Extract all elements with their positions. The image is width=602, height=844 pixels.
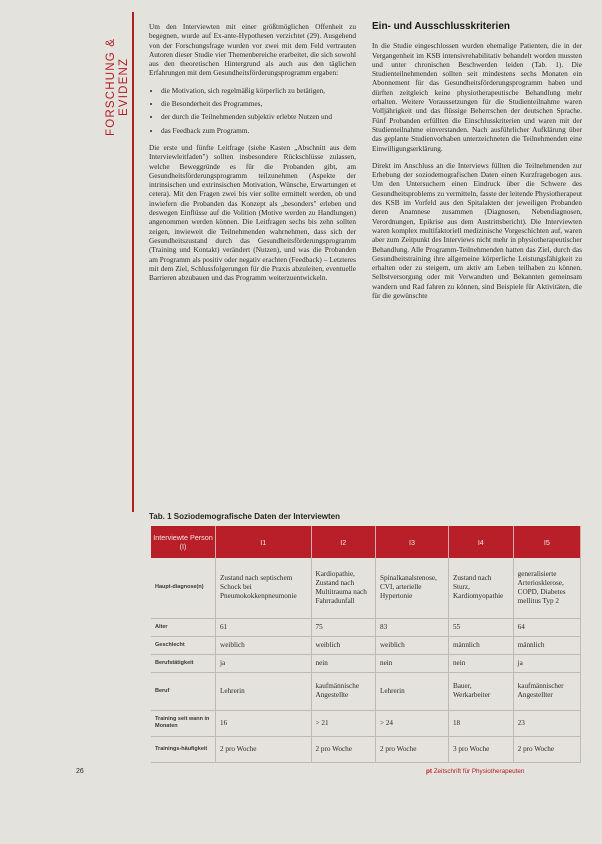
row-label: Training seit wann in Monaten: [151, 710, 216, 736]
row-label: Beruf: [151, 672, 216, 710]
table-cell: 2 pro Woche: [375, 736, 448, 762]
column-header: I3: [375, 526, 448, 558]
table-cell: 2 pro Woche: [311, 736, 375, 762]
section-heading: Ein- und Ausschlusskriterien: [372, 21, 510, 32]
list-item: • der durch die Teilnehmenden subjektiv erlebte Nutzen und: [161, 112, 356, 121]
table-cell: nein: [448, 654, 513, 672]
accent-rule: [132, 12, 134, 512]
table-cell: Kardiopathie, Zustand nach Multitrauma nach Fahrradunfall: [311, 558, 375, 618]
table-cell: Lehrerin: [375, 672, 448, 710]
topic-list: [149, 86, 356, 135]
table-cell: männlich: [448, 636, 513, 654]
column-header: I2: [311, 526, 375, 558]
paragraph: Direkt im Anschluss an die Interviews füllten die Teilnehmenden zur Erhebung der soziodemografischen Daten einen Kurzfragebogen aus. Um den Untersuchern einen Eindruck über die Schwere des Gesundheitsproblems zu vermitteln, fasste der leitende Physiotherapeut des KSB im Vorfeld aus den Spitalakten der jeweiligen Probanden deren Anamnese zusammen (Diagnosen, Nebendiagnosen, Verordnungen, Epikrise aus dem Austrittsbericht). Die Interviewten waren komplex multifaktoriell medizinische Vorgeschichten auf, waren aber zum Zeitpunkt des Interviews nicht mehr in physiotherapeutischer Behandlung. Alle Programm-Teilnehmenden hatten das Ziel, durch das Gesundheitstraining ihre allgemeine körperliche Leistungsfähigkeit zu erhalten oder zu steigern, um aktiv am Leben teilhaben zu können. Selbstversorgung oder mit Verwandten und Bekannten gemeinsam wandern und Rad fahren zu können, sind Beispiele für Aktivitäten, die für die gewünschte: [372, 160, 582, 301]
table-cell: Bauer, Werkarbeiter: [448, 672, 513, 710]
table-cell: 61: [216, 618, 312, 636]
table-row: [151, 558, 581, 618]
table-cell: weiblich: [375, 636, 448, 654]
table-cell: ja: [513, 654, 580, 672]
list-item: • die Motivation, sich regelmäßig körperlich zu betätigen,: [161, 86, 356, 95]
column-header: I4: [448, 526, 513, 558]
table-cell: kaufmännische Angestellte: [311, 672, 375, 710]
journal-prefix: pt: [426, 768, 432, 775]
table-cell: nein: [375, 654, 448, 672]
table-cell: männlich: [513, 636, 580, 654]
row-label: Alter: [151, 618, 216, 636]
table-cell: ja: [216, 654, 312, 672]
table-cell: Lehrerin: [216, 672, 312, 710]
table-cell: > 21: [311, 710, 375, 736]
table-cell: 2 pro Woche: [216, 736, 312, 762]
section-label: [104, 18, 130, 138]
table-row: [151, 618, 581, 636]
table-row: [151, 710, 581, 736]
row-label: Trainings-häufigkeit: [151, 736, 216, 762]
table-cell: 83: [375, 618, 448, 636]
table-caption: Tab. 1 Soziodemografische Daten der Interviewten: [149, 512, 341, 521]
table-cell: nein: [311, 654, 375, 672]
table-cell: generalisierte Arteriosklerose, COPD, Diabetes mellitus Typ 2: [513, 558, 580, 618]
column-header: I5: [513, 526, 580, 558]
table-row: [151, 736, 581, 762]
table-cell: 18: [448, 710, 513, 736]
table-cell: Zustand nach Sturz, Kardiomyopathie: [448, 558, 513, 618]
table-row: [151, 636, 581, 654]
row-label: Berufstätigkeit: [151, 654, 216, 672]
table-cell: 16: [216, 710, 312, 736]
paragraph: Um den Interviewten mit einer größtmöglichen Offenheit zu begegnen, wurde auf Ex-ante-Hypothesen verzichtet (29). Ausgehend von der Forschungsfrage wurden vor zwei mit dem Feld vertrauten Autoren dieser Studie vier Themenbereiche erarbeitet, die sich sowohl aus den theoretischen Hintergrund als auch aus den täglichen Erfahrungen mit dem Gesundheitsförderungsprogramm ergaben:: [149, 22, 356, 78]
table-row: [151, 654, 581, 672]
row-label: Haupt-diagnose(n): [151, 558, 216, 618]
demographics-table: [151, 526, 581, 763]
table-cell: kaufmännischer Angestellter: [513, 672, 580, 710]
paragraph: Die erste und fünfte Leitfrage (siehe Kasten „Abschnitt aus dem Interviewleitfaden") sollten insbesondere Rückschlüsse zulassen, welche Beweggründe es für die Probanden gibt, am Gesundheitsförderungsprogramm teilzunehmen (Aspekte der intrinsischen und extrinsischen Motivation, Wünsche, Erwartungen et cetera). Mit den Fragen zwei bis vier sollte ermittelt werden, ob und inwiefern die Probanden das Konzept als „besonders" erleben und deswegen Einflüsse auf die Volition (Motive werden zu Handlungen) angenommen werden können. Die Leitfragen sechs bis zehn sollten zeigen, inwieweit die Teilnehmenden wahrnehmen, dass sich der Gesundheitszustand durch das Gesundheitsförderungsprogramm (Training und Kontakt) verändert (Nutzen), und was die Probanden am Programm als positiv oder negativ erachten (Feedback) – Letzteres mit dem Ziel, Schlussfolgerungen für die Praxis abzuleiten, eventuelle Barrieren abzubauen und das Programm weiterzuentwickeln.: [149, 142, 356, 283]
table-row: [151, 672, 581, 710]
table-header-row: [151, 526, 581, 558]
list-item: • die Besonderheit des Programmes,: [161, 99, 356, 108]
table-cell: > 24: [375, 710, 448, 736]
table-cell: Zustand nach septischem Schock bei Pneumokokkenpneumonie: [216, 558, 312, 618]
right-column: [372, 22, 582, 308]
table-cell: weiblich: [216, 636, 312, 654]
table-cell: Spinalkanalstenose, CVI, arterielle Hypertonie: [375, 558, 448, 618]
page-number: 26: [76, 768, 84, 775]
journal-name: Zeitschrift für Physiotherapeuten: [433, 768, 525, 775]
table-cell: weiblich: [311, 636, 375, 654]
table-cell: 23: [513, 710, 580, 736]
paragraph: In die Studie eingeschlossen wurden ehemalige Patienten, die in der Vergangenheit im KSB intensivrehabilitativ behandelt worden mussten und unter chronischen Beschwerden leiden (Tab. 1). Die Studienteilnehmenden sollten seit mindestens sechs Monaten ein Abonnement für das Gesundheitsförderungsprogramm haben und dürften zeitgleich keine physiotherapeutische Behandlung mehr erhalten. Weitere Voraussetzungen für die Studienteilnahme waren Volljährigkeit und das flüssige Beherrschen der deutschen Sprache. Fünf Probanden erfüllten die Einschlusskriterien und waren mit der Studienteilnahme einverstanden. Nach ausführlicher Aufklärung über das geplante Studienvorhaben unterzeichneten die Teilnehmenden eine Einwilligungserklärung.: [372, 41, 582, 153]
section-label-line2: EVIDENZ: [118, 57, 130, 116]
list-item: • das Feedback zum Programm.: [161, 126, 356, 135]
table-cell: 55: [448, 618, 513, 636]
header-label: Interviewte Person (I): [151, 526, 216, 558]
section-label-line1: FORSCHUNG &: [105, 37, 117, 136]
table-cell: 75: [311, 618, 375, 636]
table-cell: 64: [513, 618, 580, 636]
journal-footer: [426, 768, 524, 775]
row-label: Geschlecht: [151, 636, 216, 654]
left-column: [149, 22, 356, 290]
table-cell: 3 pro Woche: [448, 736, 513, 762]
column-header: I1: [216, 526, 312, 558]
table-cell: 2 pro Woche: [513, 736, 580, 762]
